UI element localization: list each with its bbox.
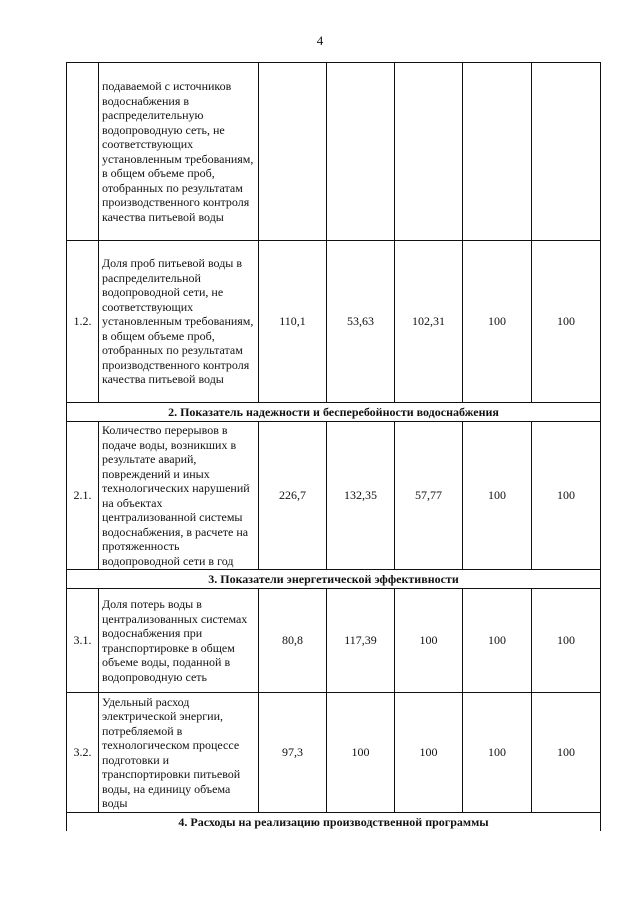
value-cell: [395, 63, 463, 241]
row-number: 3.2.: [67, 693, 99, 813]
section-row: [67, 403, 601, 422]
row-description: подаваемой с источников водоснабжения в распределительную водопроводную сеть, не соответствующих установленным требованиям, в общем объеме проб, отобранных по результатам производственного контроля качества питьевой воды: [99, 63, 259, 241]
value-cell: [532, 63, 601, 241]
value-cell: 97,3: [259, 693, 327, 813]
section-heading: 4. Расходы на реализацию производственной программы: [67, 813, 601, 832]
row-description: Доля проб питьевой воды в распределительной водопроводной сети, не соответствующих установленным требованиям, в общем объеме проб, отобранных по результатам производственного контроля качества питьевой воды: [99, 241, 259, 403]
row-number: 2.1.: [67, 422, 99, 570]
value-cell: 80,8: [259, 589, 327, 693]
row-description: Количество перерывов в подаче воды, возникших в результате аварий, повреждений и иных технологических нарушений на объектах централизованной системы водоснабжения, в расчете на протяженность водопроводной сети в год: [99, 422, 259, 570]
value-cell: 57,77: [395, 422, 463, 570]
value-cell: [463, 63, 532, 241]
value-cell: 100: [532, 422, 601, 570]
value-cell: 226,7: [259, 422, 327, 570]
row-number: [67, 63, 99, 241]
table-row: [67, 241, 601, 403]
indicators-table: [66, 62, 601, 831]
table-row: [67, 63, 601, 241]
value-cell: 100: [463, 422, 532, 570]
page-number: 4: [316, 33, 324, 48]
table-row: [67, 422, 601, 570]
value-cell: 100: [327, 693, 395, 813]
value-cell: 100: [532, 589, 601, 693]
value-cell: 100: [532, 693, 601, 813]
value-cell: 102,31: [395, 241, 463, 403]
value-cell: 100: [532, 241, 601, 403]
value-cell: [259, 63, 327, 241]
value-cell: 132,35: [327, 422, 395, 570]
value-cell: 100: [395, 589, 463, 693]
section-heading: 2. Показатель надежности и бесперебойности водоснабжения: [67, 403, 601, 422]
value-cell: 53,63: [327, 241, 395, 403]
section-row: [67, 813, 601, 832]
row-description: Удельный расход электрической энергии, потребляемой в технологическом процессе подготовки и транспортировки питьевой воды, на единицу объема воды: [99, 693, 259, 813]
row-number: 1.2.: [67, 241, 99, 403]
value-cell: 100: [463, 241, 532, 403]
value-cell: 110,1: [259, 241, 327, 403]
value-cell: 100: [463, 693, 532, 813]
value-cell: [327, 63, 395, 241]
value-cell: 117,39: [327, 589, 395, 693]
value-cell: 100: [463, 589, 532, 693]
table-row: [67, 589, 601, 693]
section-heading: 3. Показатели энергетической эффективности: [67, 570, 601, 589]
table-row: [67, 693, 601, 813]
section-row: [67, 570, 601, 589]
row-number: 3.1.: [67, 589, 99, 693]
row-description: Доля потерь воды в централизованных системах водоснабжения при транспортировке в общем объеме воды, поданной в водопроводную сеть: [99, 589, 259, 693]
value-cell: 100: [395, 693, 463, 813]
